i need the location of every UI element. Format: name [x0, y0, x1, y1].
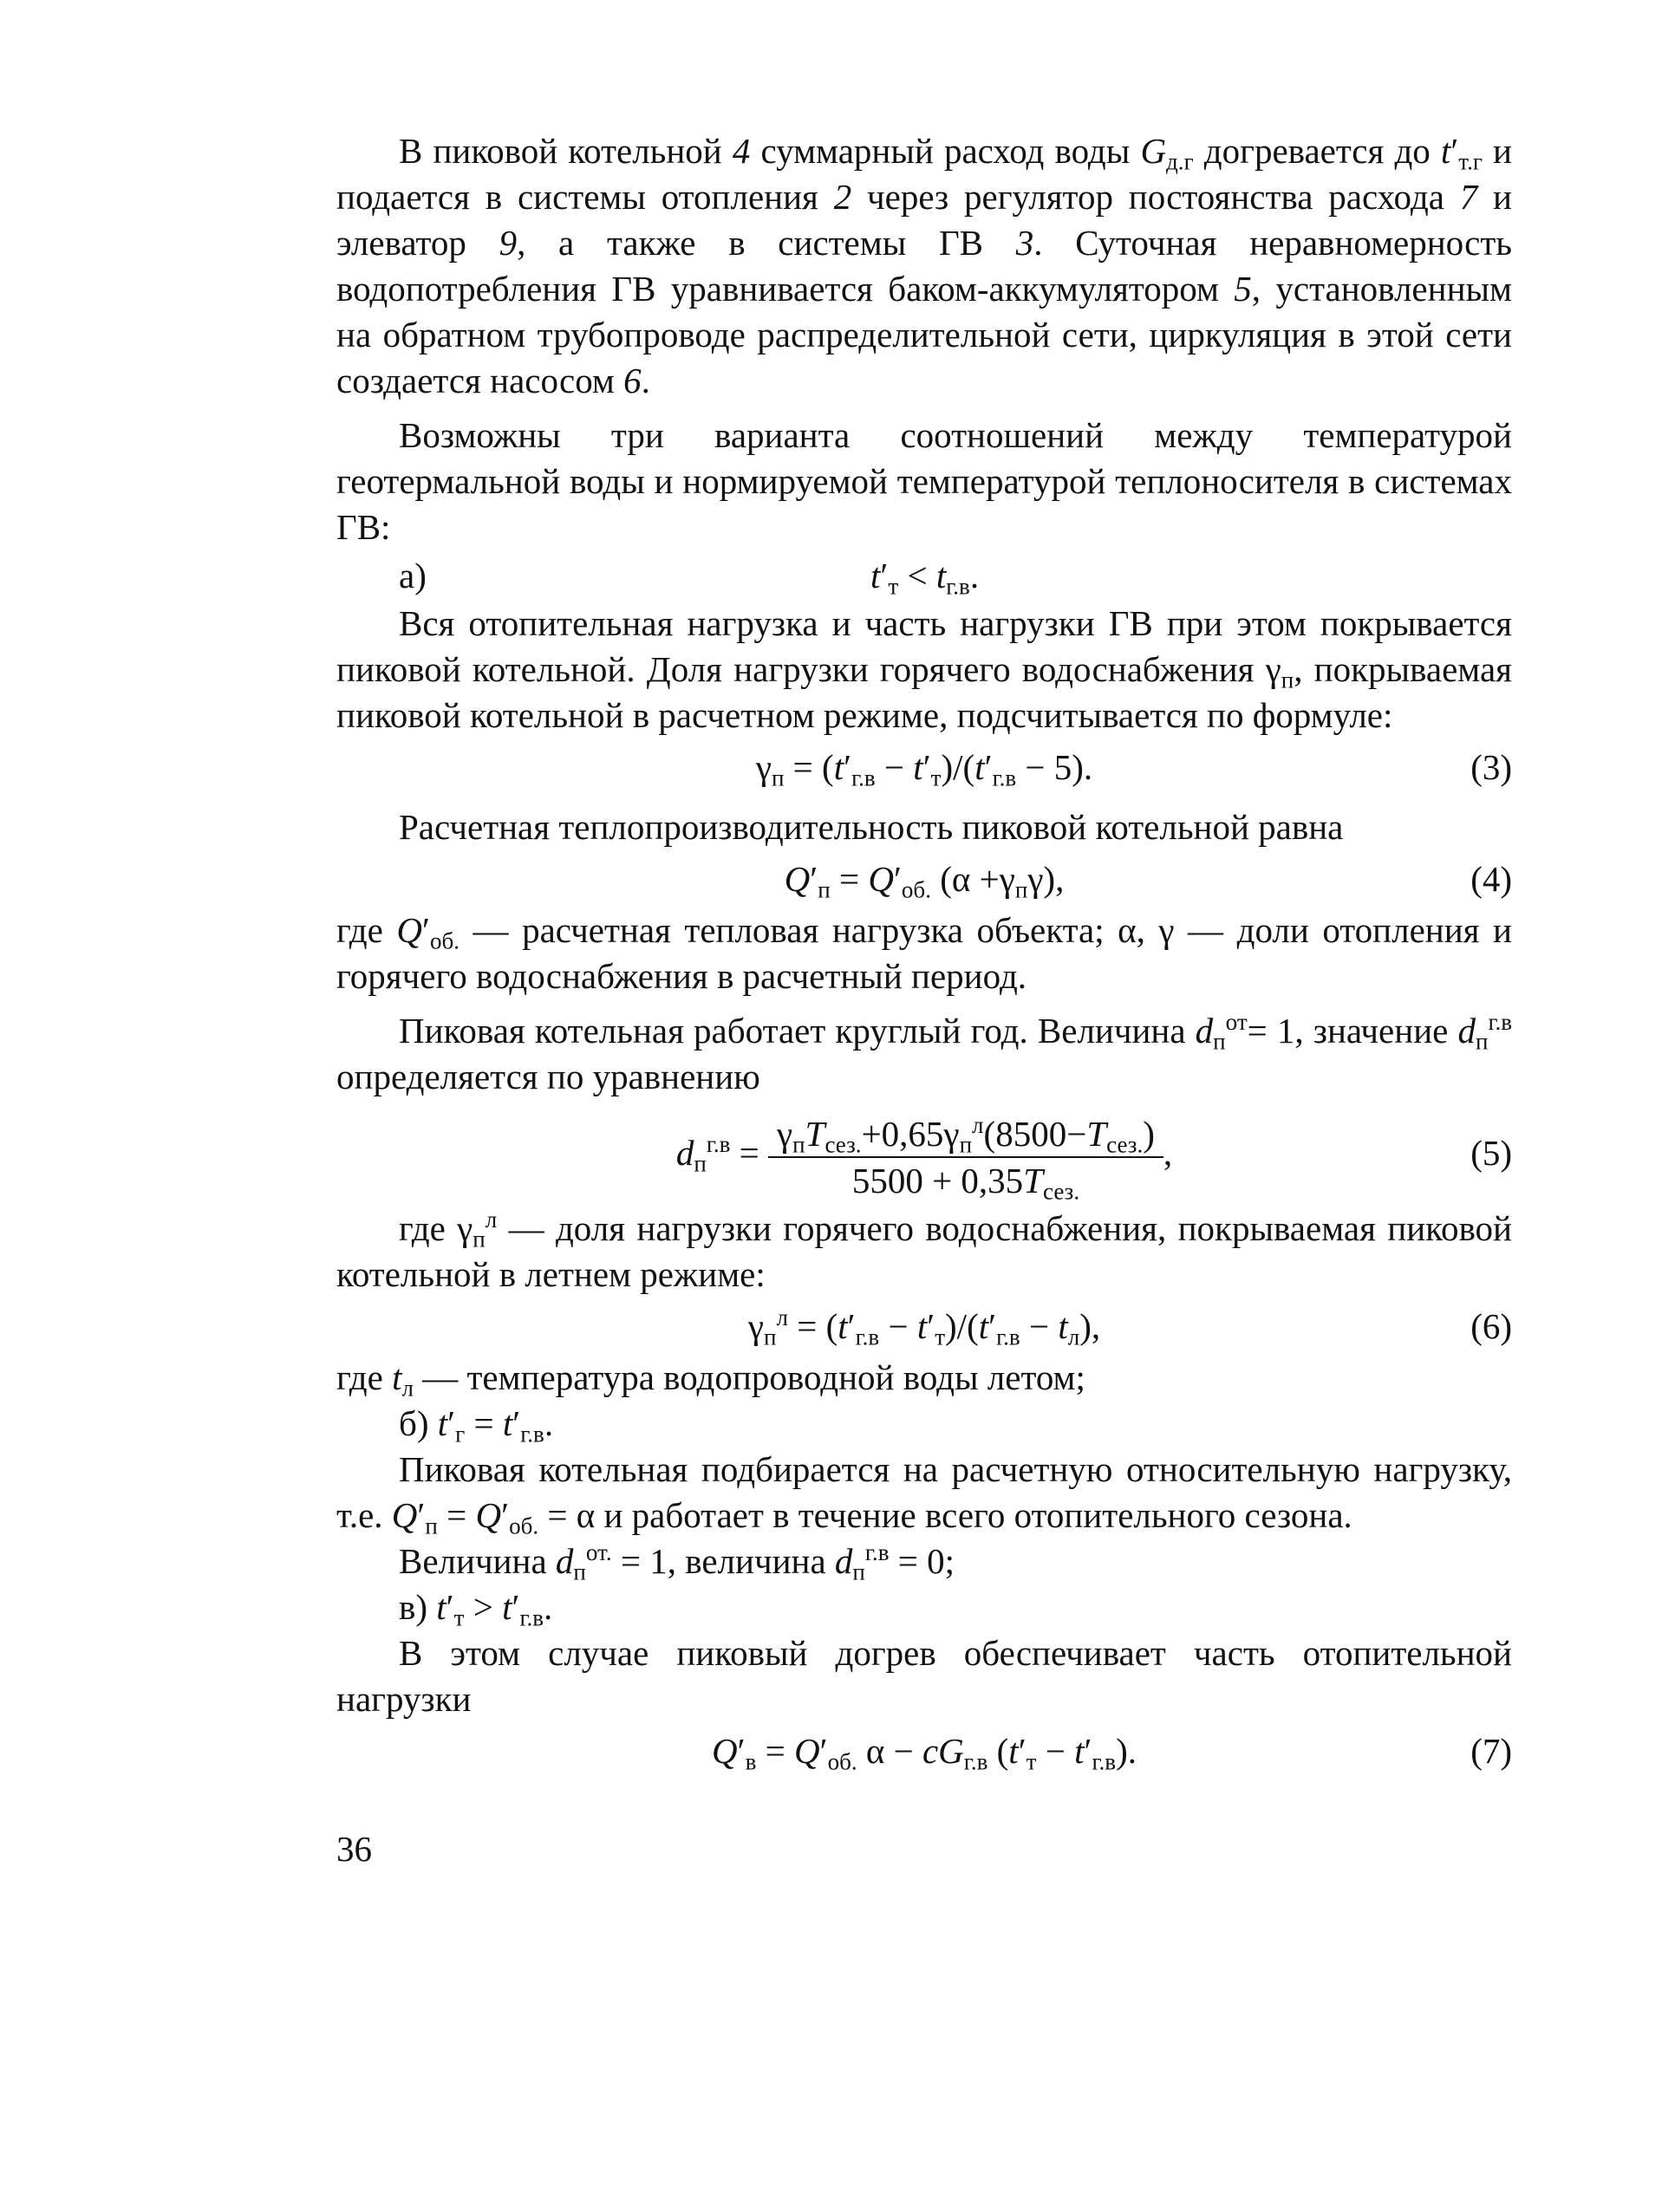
- equation-6-body: $\gamma_п^л = (t'_{г.в} - t'_т)/(t'_{г.в} - t_л)$,: [747, 1304, 1101, 1350]
- equation-4-body: $Q'_п = Q'_{об.}$ $(\alpha +\gamma_п\gamma)$,: [784, 859, 1065, 903]
- equation-5-body: $d_п^{г.в}$ = $\frac{\gamma_пT_{сез.}+0,65\gamma_п^л(8500-T_{сез.})}{5500 + 0,35T_{сез.}}$ ,: [675, 1111, 1173, 1205]
- paragraph-11: Величина $d_п^{от.} = 1$, величина $d_п^{г.в} = 0$;: [399, 1539, 955, 1585]
- equation-6: [336, 1298, 1512, 1355]
- equation-3-number: (3): [1470, 747, 1512, 787]
- case-a-formula: $t'_т < t_{г.в}$.: [870, 556, 980, 600]
- paragraph-8: где $t_л$ — температура водопроводной воды летом;: [336, 1357, 1085, 1402]
- equation-5: [336, 1100, 1512, 1206]
- equation-5-numerator: $\gamma_пT_{сез.}+0,65\gamma_п^л(8500-T_{сез.})$: [768, 1111, 1163, 1158]
- equation-4: [336, 850, 1512, 908]
- page-number: 36: [336, 1829, 372, 1869]
- paragraph-2: Возможны три варианта соотношений между температурой геотермальной воды и нормируемой температурой теплоносителя в системах ГВ:: [336, 415, 1512, 547]
- equation-3-body: $\gamma_п = (t'_{г.в} - t'_т)/(t'_{г.в} - 5)$.: [755, 747, 1093, 791]
- equation-4-number: (4): [1470, 859, 1512, 899]
- case-a: [336, 550, 1512, 601]
- paragraph-13: В этом случае пиковый догрев обеспечивает часть отопительной нагрузки: [336, 1633, 1512, 1719]
- equation-5-fraction: [768, 1111, 1163, 1203]
- equation-6-number: (6): [1470, 1306, 1512, 1346]
- page-body: [336, 128, 1512, 1779]
- paragraph-5: где $Q'_{об.}$ — расчетная тепловая нагрузка объекта; α, γ — доли отопления и горячего водоснабжения в расчетный период.: [336, 910, 1512, 996]
- paragraph-7: где $\gamma_п^л$ — доля нагрузки горячего водоснабжения, покрываемая пиковой котельной в летнем режиме:: [336, 1207, 1512, 1294]
- paragraph-6: Пиковая котельная работает круглый год. Величина $d_п^{от}= 1$, значение $d_п^{г.в}$ определяется по уравнению: [336, 1009, 1513, 1096]
- equation-3: [336, 738, 1512, 796]
- case-a-label: а): [399, 556, 427, 595]
- equation-5-denominator: $5500 + 0,35T_{сез.}$: [851, 1160, 1080, 1205]
- paragraph-1: В пиковой котельной 4 суммарный расход воды $G_{д.г}$ догревается до $t'_{т.г}$ и подается в системы отопления 2 через регулятор постоянства расхода 7 и элеватор 9, а также в системы ГВ 3. Суточная неравномерность водопотребления ГВ уравнивается баком-аккумулятором 5, установленным на обратном трубопроводе распределительной сети, циркуляция в этой сети создается насосом 6.: [336, 131, 1512, 400]
- equation-5-number: (5): [1470, 1133, 1512, 1173]
- case-c: в) $t'_т > t'_{г.в}$.: [399, 1587, 553, 1631]
- paragraph-4: Расчетная теплопроизводительность пиковой котельной равна: [399, 807, 1344, 847]
- case-b: б) $t'_г = t'_{г.в}$.: [399, 1403, 554, 1448]
- paragraph-3: Вся отопительная нагрузка и часть нагрузки ГВ при этом покрывается пиковой котельной. Доля нагрузки горячего водоснабжения $\gamma_п$, покрываемая пиковой котельной в расчетном режиме, подсчитывается по формуле:: [336, 603, 1512, 735]
- equation-7: [336, 1722, 1512, 1779]
- paragraph-10: Пиковая котельная подбирается на расчетную относительную нагрузку, т.е. $Q'_п = Q'_{об.} = \alpha$ и работает в течение всего отопительного сезона.: [336, 1449, 1512, 1539]
- equation-7-number: (7): [1470, 1731, 1512, 1771]
- equation-7-body: $Q'_в = Q'_{об.}$ $\alpha - cG_{г.в}$ $(t'_т - t'_{г.в})$.: [712, 1731, 1137, 1775]
